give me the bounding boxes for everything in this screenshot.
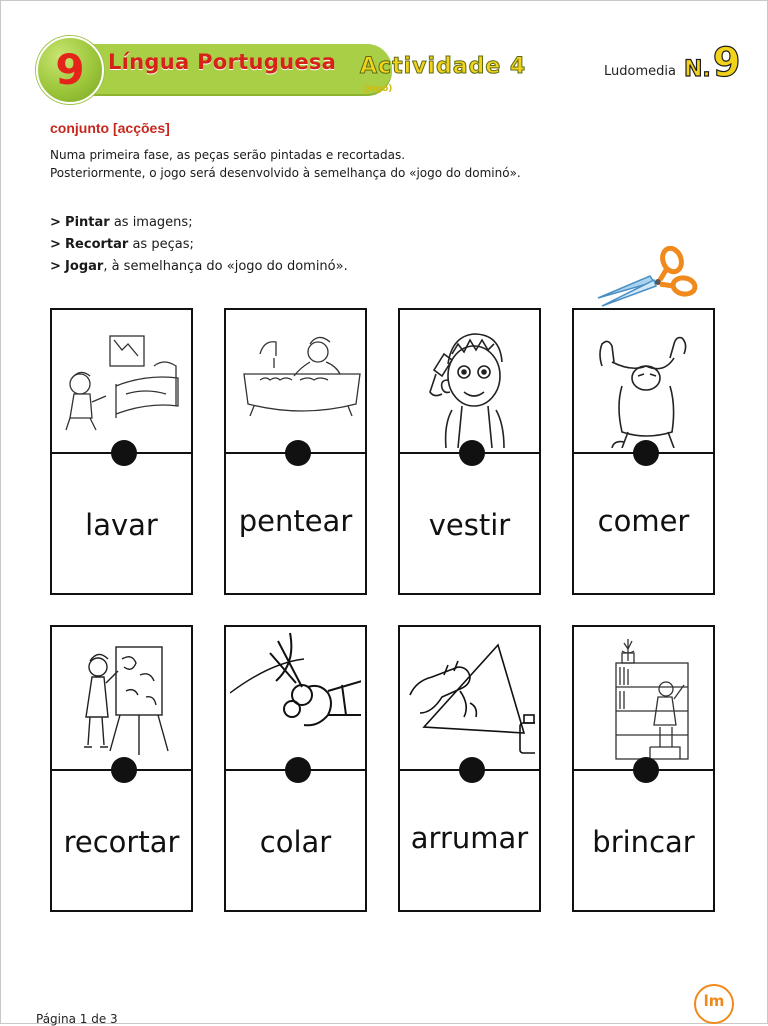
scissors-icon [596, 246, 700, 310]
intro-line: Posteriormente, o jogo será desenvolvido à semelhança do «jogo do dominó». [50, 166, 521, 180]
step-text: , à semelhança do «jogo do dominó». [103, 259, 348, 274]
child-at-bookshelf-illustration [578, 631, 709, 765]
domino-card [572, 625, 715, 912]
domino-dot [459, 757, 485, 783]
subject-title: Língua Portuguesa [108, 50, 337, 74]
domino-dot [111, 757, 137, 783]
domino-word: recortar [63, 825, 180, 859]
domino-word: pentear [238, 504, 353, 538]
step-verb: Pintar [65, 215, 110, 230]
hand-gluing-paper-illustration [404, 631, 535, 765]
domino-card [224, 625, 367, 912]
domino-word: brincar [592, 825, 695, 859]
activity-title: Actividade 4 [360, 54, 527, 79]
domino-word: comer [597, 504, 690, 538]
girl-painting-at-easel-illustration [56, 631, 187, 765]
intro-text [50, 146, 610, 182]
step-marker: > [50, 237, 61, 252]
domino-card [50, 308, 193, 595]
intro-line: Numa primeira fase, as peças serão pintadas e recortadas. [50, 148, 406, 162]
step-text: as imagens; [109, 215, 193, 230]
page-number: Página 1 de 3 [36, 1012, 118, 1026]
domino-card [572, 308, 715, 595]
domino-dot [633, 440, 659, 466]
domino-dot [285, 757, 311, 783]
domino-card [224, 308, 367, 595]
issue-badge [684, 40, 741, 86]
child-putting-on-sweater-illustration [578, 314, 709, 448]
activity-type: (Jogo) [362, 84, 393, 94]
issue-prefix: N. [684, 57, 711, 82]
step-marker: > [50, 259, 61, 274]
domino-word: lavar [85, 508, 158, 542]
domino-word: colar [259, 825, 332, 859]
domino-dot [111, 440, 137, 466]
step-item [50, 256, 348, 278]
boy-combing-hair-illustration [404, 314, 535, 448]
series-logo [36, 36, 104, 104]
domino-word: arrumar [410, 821, 529, 855]
step-marker: > [50, 215, 61, 230]
domino-word: vestir [428, 508, 511, 542]
step-text: as peças; [128, 237, 194, 252]
step-verb: Jogar [65, 259, 104, 274]
brand-name: Ludomedia [604, 64, 676, 79]
domino-dot [285, 440, 311, 466]
domino-card [50, 625, 193, 912]
child-in-bathtub-illustration [230, 314, 361, 448]
header [36, 36, 746, 106]
publisher-logo-text: lm [703, 992, 725, 1010]
step-item [50, 234, 348, 256]
publisher-logo [694, 984, 734, 1024]
domino-card [398, 308, 541, 595]
issue-number: 9 [712, 40, 741, 86]
hand-cutting-with-scissors-illustration [230, 631, 361, 765]
child-by-bed-illustration [56, 314, 187, 448]
domino-dot [633, 757, 659, 783]
domino-dot [459, 440, 485, 466]
step-verb: Recortar [65, 237, 129, 252]
series-logo-glyph: 9 [55, 45, 85, 94]
domino-card [398, 625, 541, 912]
step-item [50, 212, 348, 234]
section-label: conjunto [acções] [50, 120, 170, 136]
instruction-steps [50, 212, 348, 278]
